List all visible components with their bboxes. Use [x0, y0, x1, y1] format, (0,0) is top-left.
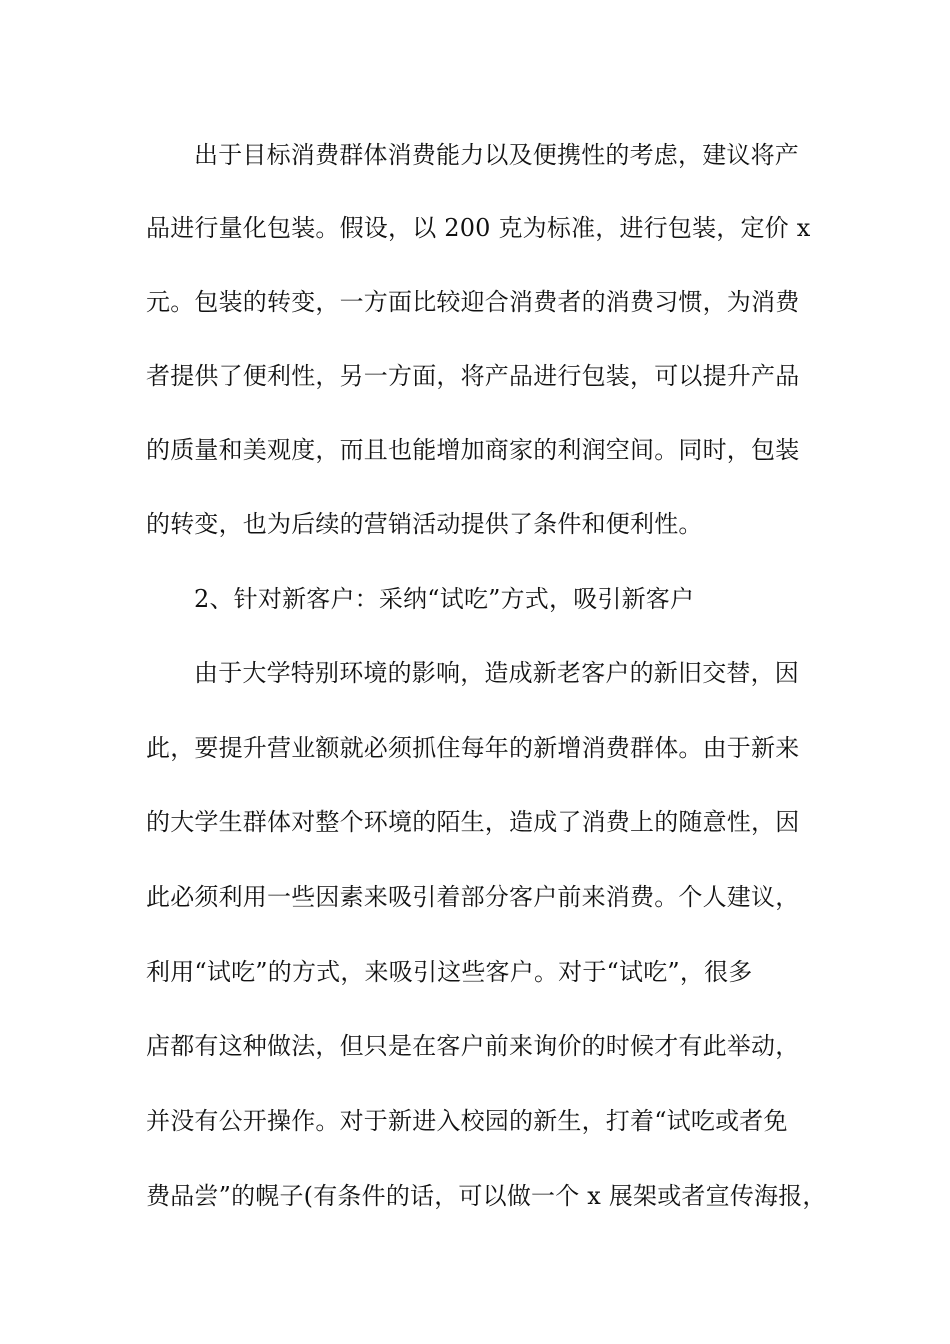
- paragraph-2-line-7: 并没有公开操作。对于新进入校园的新生，打着“试吃或者免: [146, 1107, 788, 1135]
- paragraph-1-line-2: 品进行量化包装。假设，以 200 克为标准，进行包装，定价 x: [146, 214, 811, 242]
- paragraph-2-line-1: 由于大学特别环境的影响，造成新老客户的新旧交替，因: [194, 659, 799, 687]
- paragraph-2-line-2: 此，要提升营业额就必须抓住每年的新增消费群体。由于新来: [146, 734, 800, 762]
- paragraph-2-line-8: 费品尝”的幌子(有条件的话，可以做一个 x 展架或者宣传海报，: [146, 1182, 827, 1210]
- paragraph-2-line-3: 的大学生群体对整个环境的陌生，造成了消费上的随意性，因: [146, 808, 800, 836]
- paragraph-2-line-4: 此必须利用一些因素来吸引着部分客户前来消费。个人建议，: [146, 883, 800, 911]
- section-heading: 2、针对新客户：采纳“试吃”方式，吸引新客户: [194, 585, 695, 613]
- paragraph-1-line-5: 的质量和美观度，而且也能增加商家的利润空间。同时，包装: [146, 436, 800, 464]
- paragraph-1-line-6: 的转变，也为后续的营销活动提供了条件和便利性。: [146, 510, 703, 538]
- paragraph-1-line-1: 出于目标消费群体消费能力以及便携性的考虑，建议将产: [194, 141, 799, 169]
- paragraph-1-line-4: 者提供了便利性，另一方面，将产品进行包装，可以提升产品: [146, 362, 800, 390]
- paragraph-2-line-5: 利用“试吃”的方式，来吸引这些客户。对于“试吃”，很多: [146, 958, 753, 986]
- paragraph-2-line-6: 店都有这种做法，但只是在客户前来询价的时候才有此举动，: [146, 1032, 800, 1060]
- paragraph-1-line-3: 元。包装的转变，一方面比较迎合消费者的消费习惯，为消费: [146, 288, 800, 316]
